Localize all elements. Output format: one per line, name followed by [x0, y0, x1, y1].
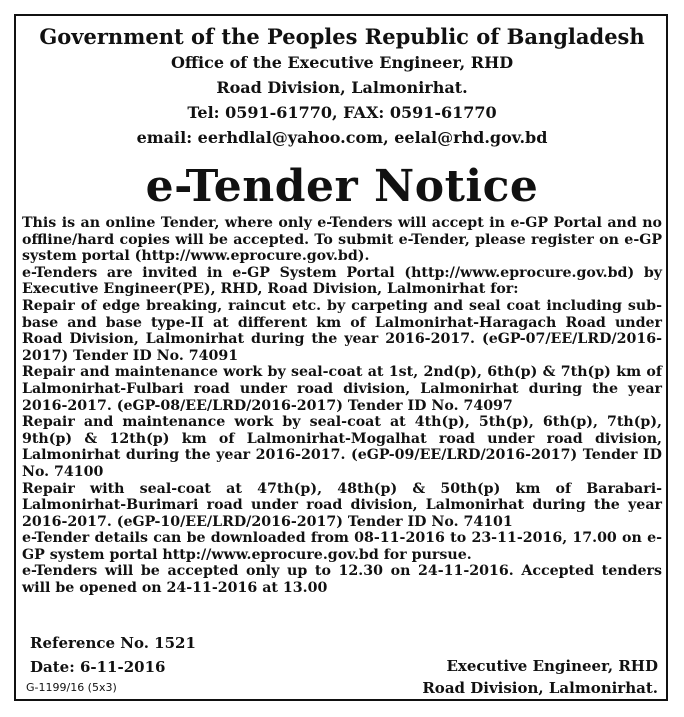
office-name: Office of the Executive Engineer, RHD — [170, 53, 514, 72]
notice-date: Date: 6-11-2016 — [30, 658, 166, 676]
signatory-title: Executive Engineer, RHD — [446, 657, 658, 675]
intro-paragraph: This is an online Tender, where only e-Tenders will accept in e-GP Portal and no offline/hard copies will be accepted. To submit e-Tender, please register on e-GP system portal (http://www.eprocure.gov.bd). — [22, 215, 662, 265]
government-heading: Government of the Peoples Republic of Bangladesh — [39, 24, 645, 49]
download-info: e-Tender details can be downloaded from 08-11-2016 to 23-11-2016, 17.00 on e-GP system portal http://www.eprocure.gov.bd for pursue. — [22, 530, 662, 563]
signatory-division: Road Division, Lalmonirhat. — [422, 679, 658, 697]
tender-item-74091: Repair of edge breaking, raincut etc. by carpeting and seal coat including sub-base and base type-II at different km of Lalmonirhat-Haragach Road under Road Division, Lalmonirhat during the year 2016-2017. (eGP-07/EE/LRD/2016-2017) Tender ID No. 74091 — [22, 297, 662, 364]
division-name: Road Division, Lalmonirhat. — [216, 78, 468, 97]
tender-item-74097: Repair and maintenance work by seal-coat at 1st, 2nd(p), 6th(p) & 7th(p) km of Lalmonirhat-Fulbari road under road division, Lalmonirhat during the year 2016-2017. (eGP-08/EE/LRD/2016-2017) Tender ID No. 74097 — [22, 364, 662, 414]
tender-item-74100: Repair and maintenance work by seal-coat at 4th(p), 5th(p), 6th(p), 7th(p), 9th(p) & 12th(p) km of Lalmonirhat-Mogalhat road under road division, Lalmonirhat during the year 2016-2017. (eGP-09/EE/LRD/2016-2017) Tender ID No. 74100 — [22, 414, 662, 480]
reference-number: Reference No. 1521 — [30, 634, 196, 652]
contact-phone: Tel: 0591-61770, FAX: 0591-61770 — [187, 103, 497, 122]
notice-title: e-Tender Notice — [145, 161, 539, 212]
contact-email: email: eerhdlal@yahoo.com, eelal@rhd.gov.bd — [136, 128, 548, 147]
ad-code: G-1199/16 (5x3) — [26, 681, 117, 694]
deadline-info: e-Tenders will be accepted only up to 12.30 on 24-11-2016. Accepted tenders will be opened on 24-11-2016 at 13.00 — [22, 563, 662, 597]
invitation-paragraph: e-Tenders are invited in e-GP System Portal (http://www.eprocure.gov.bd) by Executive Engineer(PE), RHD, Road Division, Lalmonirhat for: — [22, 264, 662, 298]
notice-body — [22, 215, 662, 597]
tender-item-74101: Repair with seal-coat at 47th(p), 48th(p) & 50th(p) km of Barabari-Lalmonirhat-Burimari road under road division, Lalmonirhat during the year 2016-2017. (eGP-10/EE/LRD/2016-2017) Tender ID No. 74101 — [22, 480, 662, 530]
